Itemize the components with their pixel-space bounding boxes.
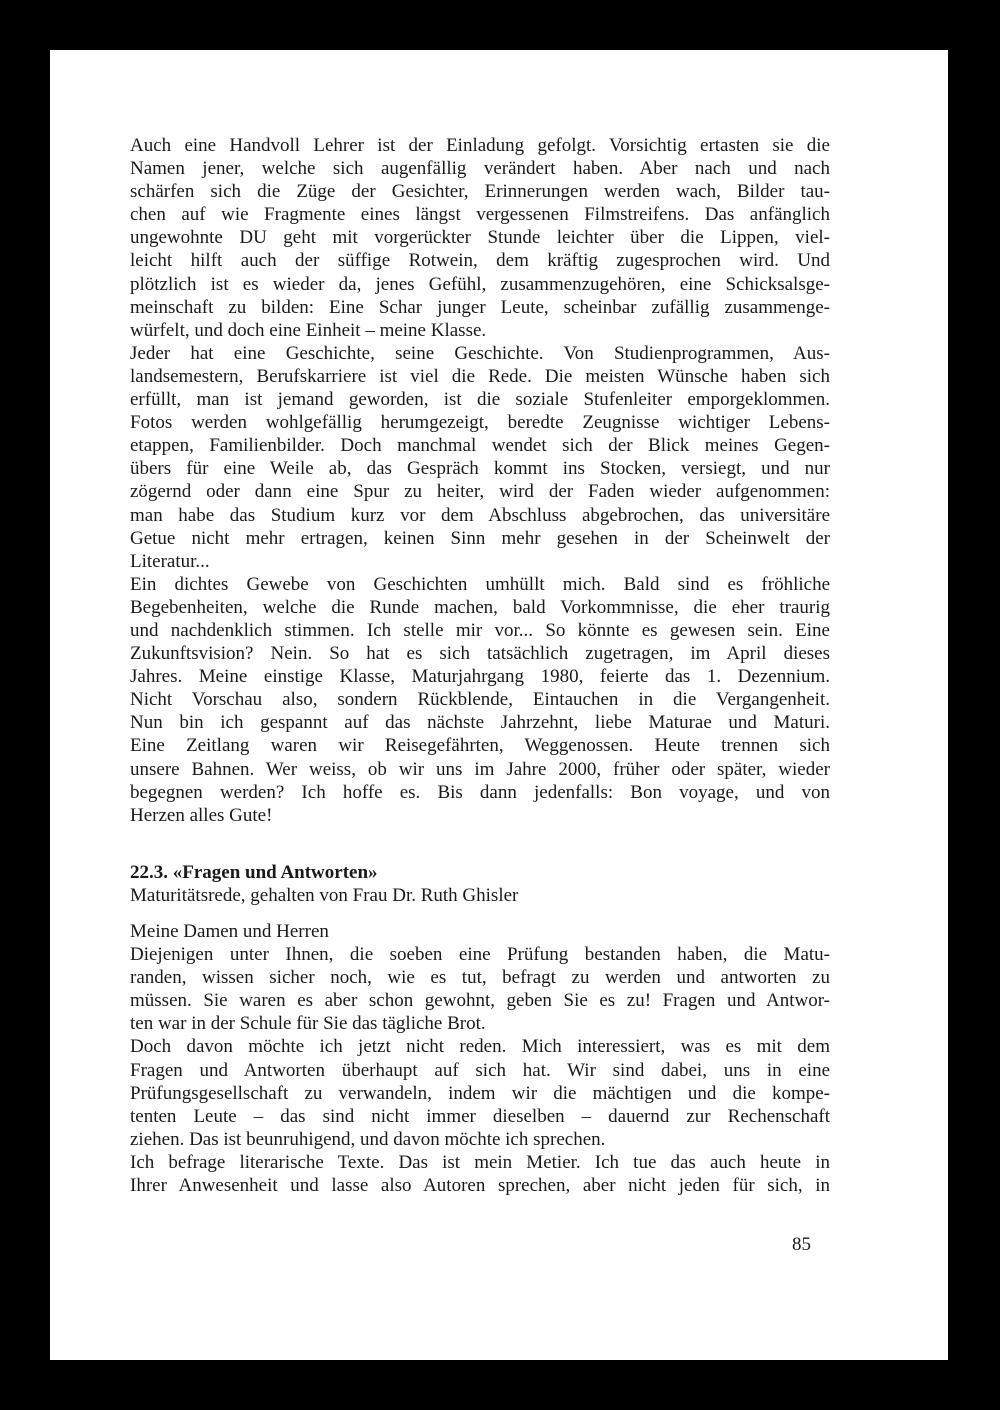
salutation: Meine Damen und Herren: [130, 921, 329, 942]
text-line: ten war in der Schule für Sie das tägliche Brot.: [130, 1013, 486, 1035]
text-line: Begebenheiten, welche die Runde machen, bald Vorkommnisse, die eher traurig: [130, 596, 830, 618]
section-speech: [130, 861, 830, 1197]
paragraph: [130, 943, 830, 1035]
section-spacer: [130, 827, 830, 861]
page-number: 85: [792, 1234, 811, 1255]
text-line: müssen. Sie waren es aber schon gewohnt, geben Sie es zu! Fragen und Antwor-: [130, 990, 830, 1012]
text-line: etappen, Familienbilder. Doch manchmal wendet sich der Blick meines Gegen-: [130, 435, 830, 457]
section-reunion-text: [130, 134, 830, 827]
text-line: chen auf wie Fragmente eines längst vergessenen Filmstreifens. Das anfänglich: [130, 204, 830, 226]
section-heading: 22.3. «Fragen und Antworten»: [130, 861, 378, 883]
text-line: Jahres. Meine einstige Klasse, Maturjahrgang 1980, feierte das 1. Dezennium.: [130, 666, 830, 688]
text-line: Literatur...: [130, 550, 210, 572]
page-body: [130, 134, 830, 1197]
text-line: Fragen und Antworten überhaupt auf sich hat. Wir sind dabei, uns in eine: [130, 1059, 830, 1081]
paragraph: [130, 1151, 830, 1197]
text-line: erfüllt, man ist jemand geworden, ist die soziale Stufenleiter emporgeklommen.: [130, 389, 830, 411]
text-line: Auch eine Handvoll Lehrer ist der Einladung gefolgt. Vorsichtig ertasten sie die: [130, 135, 830, 156]
text-line: Jeder hat eine Geschichte, seine Geschichte. Von Studienprogrammen, Aus-: [130, 342, 830, 364]
text-line: Doch davon möchte ich jetzt nicht reden. Mich interessiert, was es mit dem: [130, 1036, 830, 1058]
text-line: meinschaft zu bilden: Eine Schar junger Leute, scheinbar zufällig zusammenge-: [130, 296, 830, 318]
text-line: Getue nicht mehr ertragen, keinen Sinn mehr gesehen in der Scheinwelt der: [130, 527, 830, 549]
text-line: Herzen alles Gute!: [130, 804, 273, 826]
text-line: zögernd oder dann eine Spur zu heiter, wird der Faden wieder aufgenommen:: [130, 481, 830, 503]
text-line: Nicht Vorschau also, sondern Rückblende, Eintauchen in die Vergangenheit.: [130, 689, 830, 711]
subtitle-spacer: [130, 907, 830, 920]
text-line: Zukunftsvision? Nein. So hat es sich tatsächlich zugetragen, im April dieses: [130, 643, 830, 665]
text-line: man habe das Studium kurz vor dem Abschluss abgebrochen, das universitäre: [130, 504, 830, 526]
text-line: Diejenigen unter Ihnen, die soeben eine Prüfung bestanden haben, die Matu-: [130, 944, 830, 966]
text-line: ungewohnte DU geht mit vorgerückter Stunde leichter über die Lippen, viel-: [130, 227, 830, 249]
text-line: plötzlich ist es wieder da, jenes Gefühl, zusammenzugehören, eine Schicksalsge-: [130, 273, 830, 295]
text-line: Ein dichtes Gewebe von Geschichten umhüllt mich. Bald sind es fröhliche: [130, 573, 830, 595]
paragraph: [130, 1035, 830, 1150]
text-line: leicht hilft auch der süffige Rotwein, dem kräftig zugesprochen wird. Und: [130, 250, 830, 272]
text-line: Ich befrage literarische Texte. Das ist mein Metier. Ich tue das auch heute in: [130, 1151, 830, 1173]
text-line: ziehen. Das ist beunruhigend, und davon möchte ich sprechen.: [130, 1128, 606, 1150]
text-line: Prüfungsgesellschaft zu verwandeln, indem wir die mächtigen und die kompe-: [130, 1082, 830, 1104]
text-line: Nun bin ich gespannt auf das nächste Jahrzehnt, liebe Maturae und Maturi.: [130, 712, 830, 734]
text-line: unsere Bahnen. Wer weiss, ob wir uns im Jahre 2000, früher oder später, wieder: [130, 758, 830, 780]
paragraph: [130, 342, 830, 573]
text-line: schärfen sich die Züge der Gesichter, Erinnerungen werden wach, Bilder tau-: [130, 181, 830, 203]
paragraph: [130, 573, 830, 827]
text-line: randen, wissen sicher noch, wie es tut, befragt zu werden und antworten zu: [130, 967, 830, 989]
text-line: Namen jener, welche sich augenfällig verändert haben. Aber nach und nach: [130, 158, 830, 180]
text-line: begegnen werden? Ich hoffe es. Bis dann jedenfalls: Bon voyage, und von: [130, 781, 830, 803]
document-page: [50, 50, 948, 1360]
text-line: Eine Zeitlang waren wir Reisegefährten, Weggenossen. Heute trennen sich: [130, 735, 830, 757]
text-line: würfelt, und doch eine Einheit – meine Klasse.: [130, 319, 487, 341]
text-line: tenten Leute – das sind nicht immer dieselben – dauernd zur Rechenschaft: [130, 1105, 830, 1127]
text-line: übers für eine Weile ab, das Gespräch kommt ins Stocken, versiegt, und nur: [130, 458, 830, 480]
paragraph: [130, 134, 830, 342]
text-line: Ihrer Anwesenheit und lasse also Autoren sprechen, aber nicht jeden für sich, in: [130, 1175, 830, 1197]
text-line: Fotos werden wohlgefällig herumgezeigt, beredte Zeugnisse wichtiger Lebens-: [130, 412, 830, 434]
text-line: landsemestern, Berufskarriere ist viel die Rede. Die meisten Wünsche haben sich: [130, 365, 830, 387]
section-subtitle: Maturitätsrede, gehalten von Frau Dr. Ruth Ghisler: [130, 884, 519, 906]
text-line: und nachdenklich stimmen. Ich stelle mir vor... So könnte es gewesen sein. Eine: [130, 619, 830, 641]
